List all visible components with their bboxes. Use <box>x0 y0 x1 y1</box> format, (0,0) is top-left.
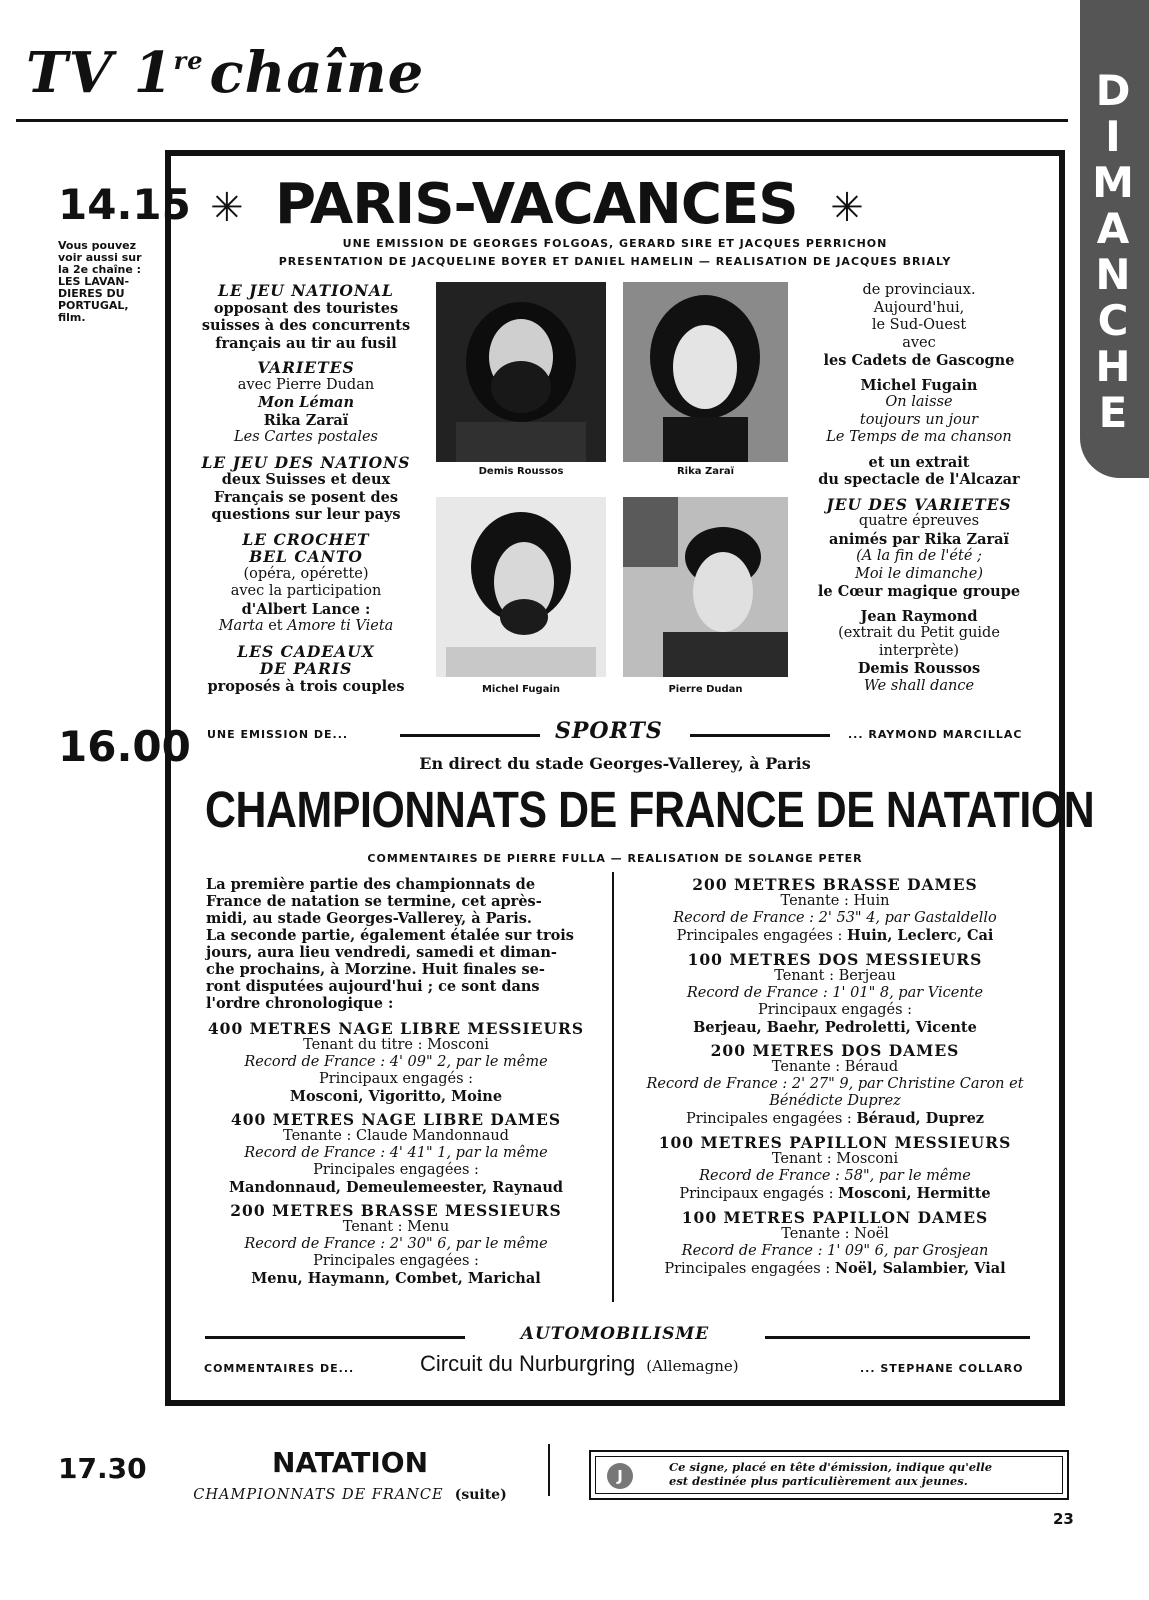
photo-michel-fugain <box>436 497 606 677</box>
legend-box <box>589 1450 1069 1500</box>
event-block: 200 METRES BRASSE MESSIEURS Tenant : Menu Record de France : 2' 30" 6, par le même Principales engagées : Menu, Haymann, Combet, Marichal <box>230 1201 562 1287</box>
auto-left-label: COMMENTAIRES DE... <box>204 1362 355 1375</box>
vertical-rule <box>548 1444 550 1496</box>
legend-text: Ce signe, placé en tête d'émission, indique qu'elle est destinée plus particulièrement aux jeunes. <box>669 1460 993 1488</box>
program-title-paris-vacances: ✳ PARIS-VACANCES ✳ <box>210 172 863 237</box>
program-credit: PRESENTATION DE JACQUELINE BOYER ET DANIEL HAMELIN — REALISATION DE JACQUES BRIALY <box>278 255 952 268</box>
program-credit: UNE EMISSION DE GEORGES FOLGOAS, GERARD SIRE ET JACQUES PERRICHON <box>342 237 888 250</box>
photo-caption: Michel Fugain <box>481 684 561 695</box>
natation-left-column <box>206 876 586 1293</box>
page-title: TV 1re chaîne <box>26 40 425 106</box>
event-block: 200 METRES BRASSE DAMES Tenante : Huin Record de France : 2' 53" 4, par Gastaldello Principales engagées : Huin, Leclerc, Cai <box>673 875 997 944</box>
star-icon: ✳ <box>210 184 243 231</box>
sports-subtitle: En direct du stade Georges-Vallerey, à Paris <box>419 754 811 773</box>
auto-title: Circuit du Nurburgring (Allemagne) <box>420 1351 739 1376</box>
natation-right-column <box>640 876 1030 1284</box>
photo-rika-zarai <box>623 282 788 462</box>
day-tab-label: D I M A N C H E <box>1092 66 1134 437</box>
event-block: 100 METRES DOS MESSIEURS Tenant : Berjeau Record de France : 1' 01" 8, par Vicente Principaux engagés : Berjeau, Baehr, Pedroletti, Vicente <box>686 950 984 1036</box>
time-1415: 14.15 <box>58 180 191 229</box>
intro-text: La première partie des championnats de France de natation se termine, cet après- midi, au stade Georges-Vallerey, à Paris. La seconde partie, également étalée sur trois jours, aura lieu vendredi, samedi et diman- che prochains, à Morzine. Huit finales se- ront disputées aujourd'hui ; ce sont dans l'ordre chronologique : <box>206 876 574 1012</box>
photo-caption: Demis Roussos <box>478 466 564 477</box>
program-credit: COMMENTAIRES DE PIERRE FULLA — REALISATION DE SOLANGE PETER <box>367 852 863 865</box>
youth-symbol-icon: J <box>607 1463 633 1489</box>
auto-right-label: ... STEPHANE COLLARO <box>860 1362 1024 1375</box>
program-subtitle: CHAMPIONNATS DE FRANCE (suite) <box>193 1487 507 1503</box>
photo-pierre-dudan <box>623 497 788 677</box>
rule <box>765 1336 1030 1339</box>
photo-caption: Pierre Dudan <box>668 684 743 695</box>
rule <box>400 734 540 737</box>
header-rule <box>16 119 1068 122</box>
rule <box>205 1336 465 1339</box>
rule <box>690 734 830 737</box>
channel2-note: Vous pouvez voir aussi sur la 2e chaîne : LES LAVAN-DIERES DU PORTUGAL, film. <box>58 239 142 324</box>
section-sports: SPORTS <box>555 718 663 744</box>
time-1730: 17.30 <box>58 1452 147 1485</box>
event-block: 200 METRES DOS DAMES Tenante : Béraud Record de France : 2' 27" 9, par Christine Caron et Bénédicte Duprez Principales engagées : Béraud, Duprez <box>646 1041 1024 1127</box>
paris-vacances-left-column: LE JEU NATIONAL opposant des touristes suisses à des concurrents français au tir au fusil VARIETES avec Pierre Dudan Mon Léman Rika Zaraï Les Cartes postales LE JEU DES NATIONS deux Suisses et deux Français se posent des questions sur leur pays LE CROCHET BEL CANTO (opéra, opérette) avec la participation d'Albert Lance : Marta et Amore ti Vieta LES CADEAUX DE PARIS proposés à trois couples <box>201 281 411 695</box>
paris-vacances-right-column: de provinciaux. Aujourd'hui, le Sud-Ouest avec les Cadets de Gascogne Michel Fugain On laisse toujours un jour Le Temps de ma chanson et un extrait du spectacle de l'Alcazar JEU DES VARIETES quatre épreuves animés par Rika Zaraï (A la fin de l'été ; Moi le dimanche) le Cœur magique groupe Jean Raymond (extrait du Petit guide interprète) Demis Roussos We shall dance <box>817 282 1021 694</box>
star-icon: ✳ <box>830 184 863 231</box>
time-1600: 16.00 <box>58 722 191 771</box>
sports-left-label: UNE EMISSION DE... <box>207 728 349 741</box>
page-number: 23 <box>1053 1510 1074 1528</box>
photo-caption: Rika Zaraï <box>676 466 735 477</box>
sports-right-label: ... RAYMOND MARCILLAC <box>848 728 1023 741</box>
program-title-natation: CHAMPIONNATS DE FRANCE DE NATATION <box>205 781 1095 838</box>
photo-demis-roussos <box>436 282 606 462</box>
event-block: 100 METRES PAPILLON DAMES Tenante : Noël Record de France : 1' 09" 6, par Grosjean Principales engagées : Noël, Salambier, Vial <box>664 1208 1006 1277</box>
event-block: 100 METRES PAPILLON MESSIEURS Tenant : Mosconi Record de France : 58", par le même Principaux engagés : Mosconi, Hermitte <box>658 1133 1012 1202</box>
section-automobilisme: AUTOMOBILISME <box>520 1324 710 1344</box>
event-block: 400 METRES NAGE LIBRE MESSIEURS Tenant du titre : Mosconi Record de France : 4' 09" 2, par le même Principaux engagés : Mosconi, Vigoritto, Moine <box>207 1019 585 1105</box>
column-divider <box>612 872 614 1302</box>
event-block: 400 METRES NAGE LIBRE DAMES Tenante : Claude Mandonnaud Record de France : 4' 41" 1, par la même Principales engagées : Mandonnaud, Demeulemeester, Raynaud <box>228 1110 564 1196</box>
program-title-natation-suite: NATATION <box>271 1446 429 1479</box>
